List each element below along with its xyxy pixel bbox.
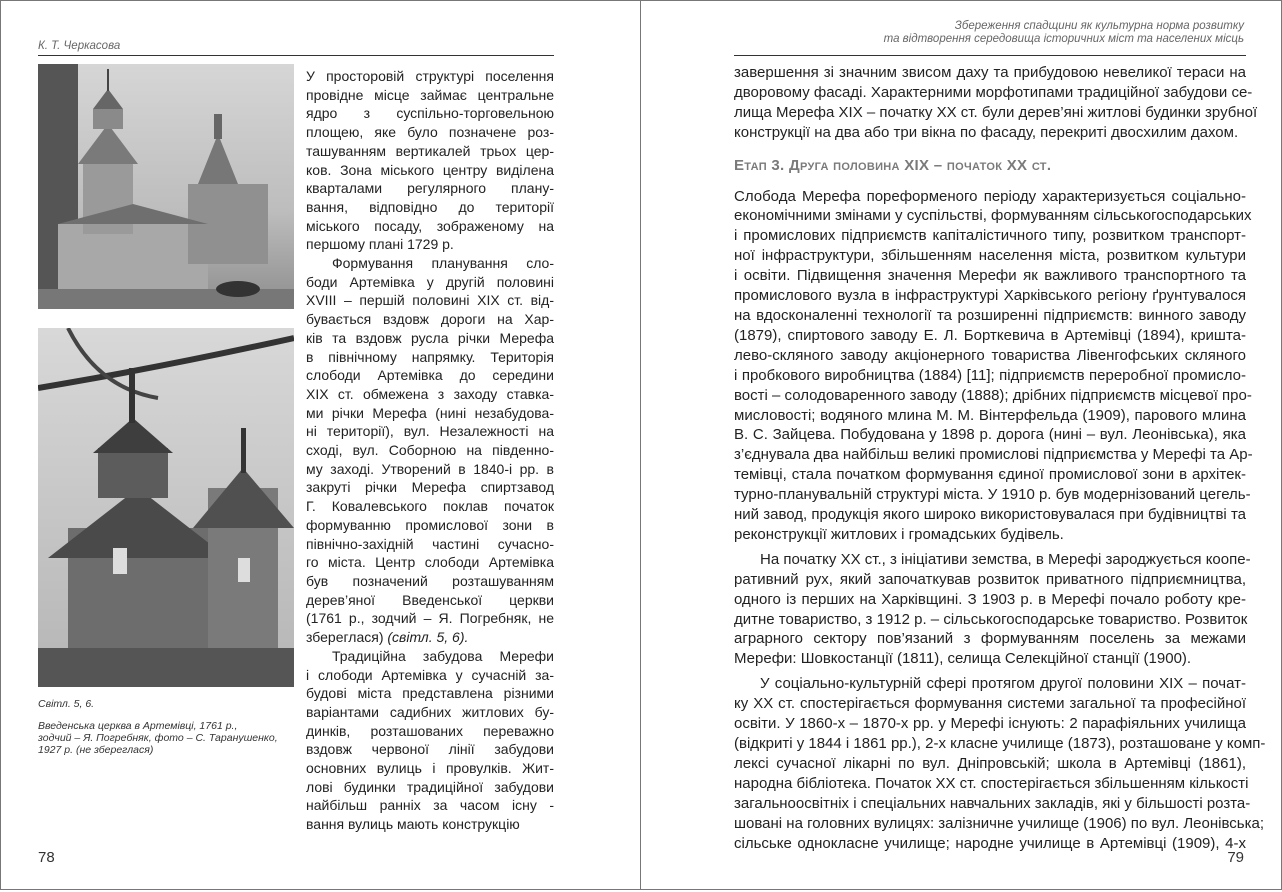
text-line: освіти. У 1860-х – 1870-х рр. у Мерефі існують: 2 парафіяльних училища xyxy=(734,715,1246,733)
text-line: ні території), вул. Незалежності на xyxy=(306,423,554,440)
text-line: го міста. Центр слободи Артемівка xyxy=(306,554,554,571)
text-line xyxy=(306,628,554,647)
text-line: (відкриті у 1844 і 1861 рр.), 2-х класне училище (1873), розташоване у комп- xyxy=(734,735,1266,752)
paragraph xyxy=(306,254,554,647)
text-line: вання, відповідно до території xyxy=(306,198,554,215)
text-line: загальноосвітніх і спеціальних навчальних закладів, які у більшості розта- xyxy=(734,794,1251,812)
left-text-column xyxy=(306,67,554,834)
paragraph xyxy=(734,187,1253,545)
text-line: основних вулиць і провулків. Жит- xyxy=(306,760,554,777)
text-line: аграрного сектору пов’язаний з формуванням поселень за межами xyxy=(734,630,1246,648)
paragraph xyxy=(734,674,1266,853)
text-line: Мерефи: Шовкостанції (1811), селища Селекційної станції (1900). xyxy=(734,650,1192,668)
text-line: (1761 р., зодчий – Я. Погребняк, не xyxy=(306,610,554,627)
text-line: лові будинки традиційної забудови xyxy=(306,778,554,795)
text-line: площею, яке було позначене роз- xyxy=(306,124,554,141)
text-line: дерев’яної Введенської церкви xyxy=(306,591,554,608)
header-line: Збереження спадщини як культурна норма розвитку xyxy=(954,20,1244,32)
paragraph xyxy=(734,63,1258,143)
text-line: промислового вузла в інфраструктурі Харківського регіону ґрунтувалося xyxy=(734,287,1246,305)
text-line: лево-скляного заводу акціонерного товариства Лівенгофських скляного xyxy=(734,346,1246,364)
text-line: вості – солодоваренного заводу (1888); дрібних підприємств місцевої про- xyxy=(734,386,1252,404)
text-line: (1879), спиртового заводу Е. Л. Борткевича в Артемівці (1894), кришта- xyxy=(734,326,1246,344)
right-page xyxy=(640,0,1282,890)
text-line: завершення зі значним звисом даху та прибудовою невеликої тераси на xyxy=(734,64,1246,81)
text-line: ної інфраструктури, збільшенням населення міста, розвитком культури xyxy=(734,247,1246,265)
running-header-title xyxy=(884,20,1244,46)
church-photo-2 xyxy=(38,328,294,687)
text-line: На початку XX ст., з ініціативи земства, в Мерефі зароджується коопе- xyxy=(760,550,1251,568)
text-line: вздовж червоної лінії забудови xyxy=(306,741,554,758)
text-line: дитне товариство, з 1912 р. – сільськогосподарське товариство. Розвиток xyxy=(734,610,1248,628)
church-illustration-2 xyxy=(38,328,294,687)
page-number-left: 78 xyxy=(38,849,55,866)
text-line: з’єднувала два найбільш великі промислові підприємства у Мерефі та Ар- xyxy=(734,446,1253,464)
church-illustration-1 xyxy=(38,64,294,309)
text-line: вання вулиць мають конструкцію xyxy=(306,816,520,833)
text-line: Формування планування сло- xyxy=(332,255,554,272)
right-paragraphs xyxy=(734,187,1266,854)
running-header-author: К. Т. Черкасова xyxy=(38,40,121,52)
text-line: економічними змінами у суспільстві, формуванням сільськогосподарських xyxy=(734,207,1252,225)
text-line: кварталами регулярного плану- xyxy=(306,180,554,197)
text-line: XIX ст. обмежена з заходу ставка- xyxy=(306,385,554,402)
text-line: в північному напрямку. Територія xyxy=(306,348,554,365)
text-line: і пробкового виробництва (1884) [11]; підприємств переробної промисло- xyxy=(734,366,1246,384)
left-page xyxy=(0,0,641,890)
text-line: сході, вул. Соборною на південно- xyxy=(306,442,554,459)
text-line: У просторовій структурі поселення xyxy=(306,68,554,84)
text-line: бувається вздовж дороги на Хар- xyxy=(306,311,554,328)
text-line: ків та вздовж русла річки Мерефа xyxy=(306,329,554,346)
header-rule xyxy=(734,55,1246,56)
text-line: боди Артемівка у другій половині xyxy=(306,273,554,290)
text-line: і освіти. Підвищення значення Мерефи як важливого транспортного та xyxy=(734,267,1246,285)
text-line: закруті річки Мерефа спиртзавод xyxy=(306,479,554,496)
paragraph xyxy=(306,67,554,254)
text-line: лища Мерефа XIX – початку XX ст. були дерев’яні житлові будинки зрубної xyxy=(734,103,1258,121)
text-line: був позначений розташуванням xyxy=(306,572,554,589)
intro-paragraph xyxy=(734,63,1258,143)
text-line: слободи Артемівка до середини xyxy=(306,367,554,384)
text-line: першому плані 1729 р. xyxy=(306,236,454,253)
text-line: найбільш ранніх за часом існу - xyxy=(306,797,554,814)
text-line: північно-західній частині сучасно- xyxy=(306,535,554,552)
text-line: ков. Зона міського центру виділена xyxy=(306,161,554,178)
text-line: формуванню промислової зони в xyxy=(306,516,554,533)
caption-line: зодчий – Я. Погребняк, фото – С. Таранушенко, xyxy=(38,732,278,744)
text-line: лексі сучасної лікарні по вул. Дніпровській; школа в Артемівці (1861), xyxy=(734,754,1246,772)
text-line: XVIII – першій половині XIX ст. від- xyxy=(306,292,554,309)
right-text-column xyxy=(734,63,1266,853)
church-photo-1 xyxy=(38,64,294,309)
text-line: конструкції на два або три вікна по фасаду, перекриті двосхилим дахом. xyxy=(734,123,1239,141)
text-line: міського посаду, зображеному на xyxy=(306,217,554,234)
page-number-right: 79 xyxy=(1227,849,1244,866)
text-line: мисловості; водяного млина М. М. Вінтерфельда (1909), парового млина xyxy=(734,406,1246,424)
text-line: ядро з суспільно-торговельною xyxy=(306,105,554,122)
paragraph xyxy=(734,550,1251,669)
text-line: дворовому фасаді. Характерними морфотипами традиційної забудови се- xyxy=(734,83,1253,101)
text-line: ташуванням вертикалей трьох цер- xyxy=(306,142,554,159)
figure-caption-label: Світл. 5, 6. xyxy=(38,698,95,710)
caption-line: Введенська церква в Артемівці, 1761 р., xyxy=(38,720,238,732)
text-line: варіантами садибних житлових бу- xyxy=(306,703,554,720)
text-line: шовані на головних вулицях: залізничне училище (1906) по вул. Леонівська; xyxy=(734,814,1264,832)
caption-line: 1927 р. (не збереглася) xyxy=(38,744,154,756)
text-line: сільське однокласне училище; народне училище в Артемівці (1909), 4-х xyxy=(734,834,1246,852)
text-line: ми річки Мерефа (нині незабудова- xyxy=(306,404,554,421)
text-line: провідне місце займає центральне xyxy=(306,86,554,103)
text-line: на вдосконаленні технології та розширенні підприємств: винного заводу xyxy=(734,306,1246,324)
text-line: ку XX ст. спостерігається формування системи загальної та професійної xyxy=(734,695,1246,713)
text-line: темівці, стала початком формування єдиної промислової зони в архітек- xyxy=(734,466,1246,484)
text-line: В. С. Зайцева. Побудована у 1898 р. дорога (нині – вул. Леонівська), яка xyxy=(734,426,1246,444)
text-line: му заході. Утворений в 1840-і рр. в xyxy=(306,460,554,477)
figure-reference: (світл. 5, 6). xyxy=(383,629,469,646)
text-line: Традиційна забудова Мерефи xyxy=(332,647,554,664)
text-line: У соціально-культурній сфері протягом другої половини XIX – почат- xyxy=(760,675,1246,693)
text-line: Слобода Мерефа пореформеного періоду характеризується соціально- xyxy=(734,187,1246,205)
text-line: народна бібліотека. Початок XX ст. спостерігається збільшенням кількості xyxy=(734,774,1249,792)
text-line: будові міста представлена різними xyxy=(306,685,554,702)
text-line: турно-планувальній структурі міста. У 1910 р. був модернізований цегель- xyxy=(734,486,1251,504)
text-line: і промислових підприємств капіталістичного типу, розвитком транспорт- xyxy=(734,227,1246,245)
text-line: динків, розташованих переважно xyxy=(306,722,554,739)
text-line: реконструкції житлових і громадських будівель. xyxy=(734,525,1064,543)
text-line: Г. Ковалевського поклав початок xyxy=(306,498,554,515)
text-line: одного із перших на Харківщині. З 1903 р. в Мерефі почало роботу кре- xyxy=(734,590,1246,608)
text-line: ративний рух, який започаткував розвиток приватного підприємництва, xyxy=(734,570,1246,588)
text-line: і слободи Артемівка у сучасній за- xyxy=(306,666,554,683)
paragraph xyxy=(306,647,554,834)
header-line: та відтворення середовища історичних міст та населених місць xyxy=(883,33,1244,45)
header-rule xyxy=(38,55,554,56)
section-heading: Етап 3. Друга половина XIX – початок XX ст. xyxy=(734,156,1052,174)
text-fragment: збереглася) xyxy=(306,629,384,646)
text-line: ний завод, продукція якого широко використовувалася при будівництві та xyxy=(734,506,1246,524)
figure-caption xyxy=(38,720,298,756)
